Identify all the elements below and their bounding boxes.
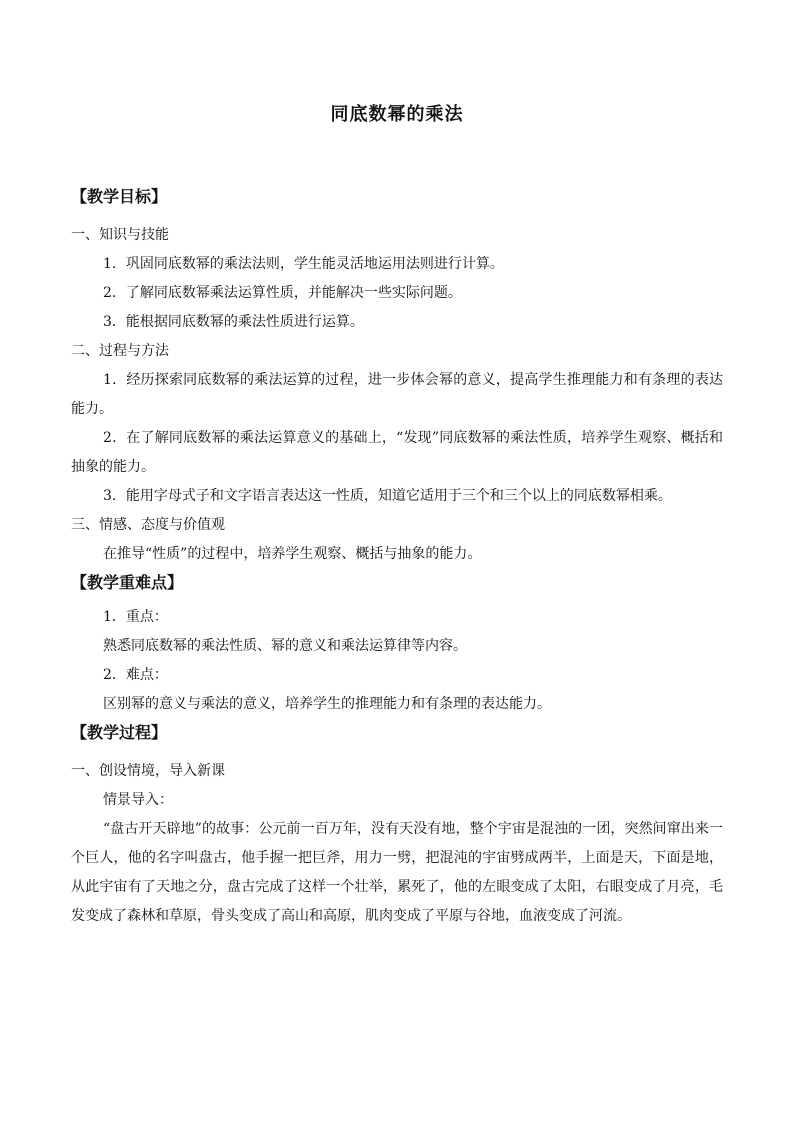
section-heading-process: 【教学过程】 bbox=[71, 723, 168, 742]
list-item: 1．巩固同底数幂的乘法法则，学生能灵活地运用法则进行计算。 bbox=[103, 256, 504, 272]
list-item: 3．能根据同底数幂的乘法性质进行运算。 bbox=[103, 314, 364, 330]
paragraph: 在推导“性质”的过程中，培养学生观察、概括与抽象的能力。 bbox=[103, 546, 482, 562]
key-point-label: 1．重点： bbox=[103, 609, 168, 625]
list-item: 1．经历探索同底数幂的乘法运算的过程，进一步体会幂的意义，提高学生推理能力和有条理的表达能力。 bbox=[71, 372, 723, 417]
section-heading-keypoints: 【教学重难点】 bbox=[71, 573, 184, 592]
document-title: 同底数幂的乘法 bbox=[330, 104, 464, 125]
subsection-heading-process-method: 二、过程与方法 bbox=[71, 343, 169, 359]
difficulty-text: 区别幂的意义与乘法的意义，培养学生的推理能力和有条理的表达能力。 bbox=[103, 696, 551, 712]
story-paragraph: “盘古开天辟地”的故事：公元前一百万年，没有天没有地，整个宇宙是混浊的一团，突然间窜出来一个巨人，他的名字叫盘古，他手握一把巨斧，用力一劈，把混沌的宇宙劈成两半，上面是天，下面是地，从此宇宙有了天地之分，盘古完成了这样一个壮举，累死了，他的左眼变成了太阳，右眼变成了月亮，毛发变成了森林和草原，骨头变成了高山和高原，肌肉变成了平原与谷地，血液变成了河流。 bbox=[71, 821, 723, 924]
subsection-heading-intro: 一、创设情境，导入新课 bbox=[71, 763, 225, 779]
list-item: 3．能用字母式子和文字语言表达这一性质，知道它适用于三个和三个以上的同底数幂相乘。 bbox=[103, 488, 672, 504]
key-point-text: 熟悉同底数幂的乘法性质、幂的意义和乘法运算律等内容。 bbox=[103, 638, 467, 654]
subsection-heading-attitude: 三、情感、态度与价值观 bbox=[71, 517, 225, 533]
difficulty-label: 2．难点： bbox=[103, 667, 168, 683]
section-heading-objectives: 【教学目标】 bbox=[71, 187, 168, 206]
list-item: 2．了解同底数幂乘法运算性质，并能解决一些实际问题。 bbox=[103, 285, 462, 301]
subsection-heading-knowledge: 一、知识与技能 bbox=[71, 227, 169, 243]
document-content bbox=[71, 100, 723, 931]
intro-label: 情景导入： bbox=[103, 792, 173, 808]
list-item: 2．在了解同底数幂的乘法运算意义的基础上，“发现”同底数幂的乘法性质，培养学生观察、概括和抽象的能力。 bbox=[71, 430, 723, 475]
